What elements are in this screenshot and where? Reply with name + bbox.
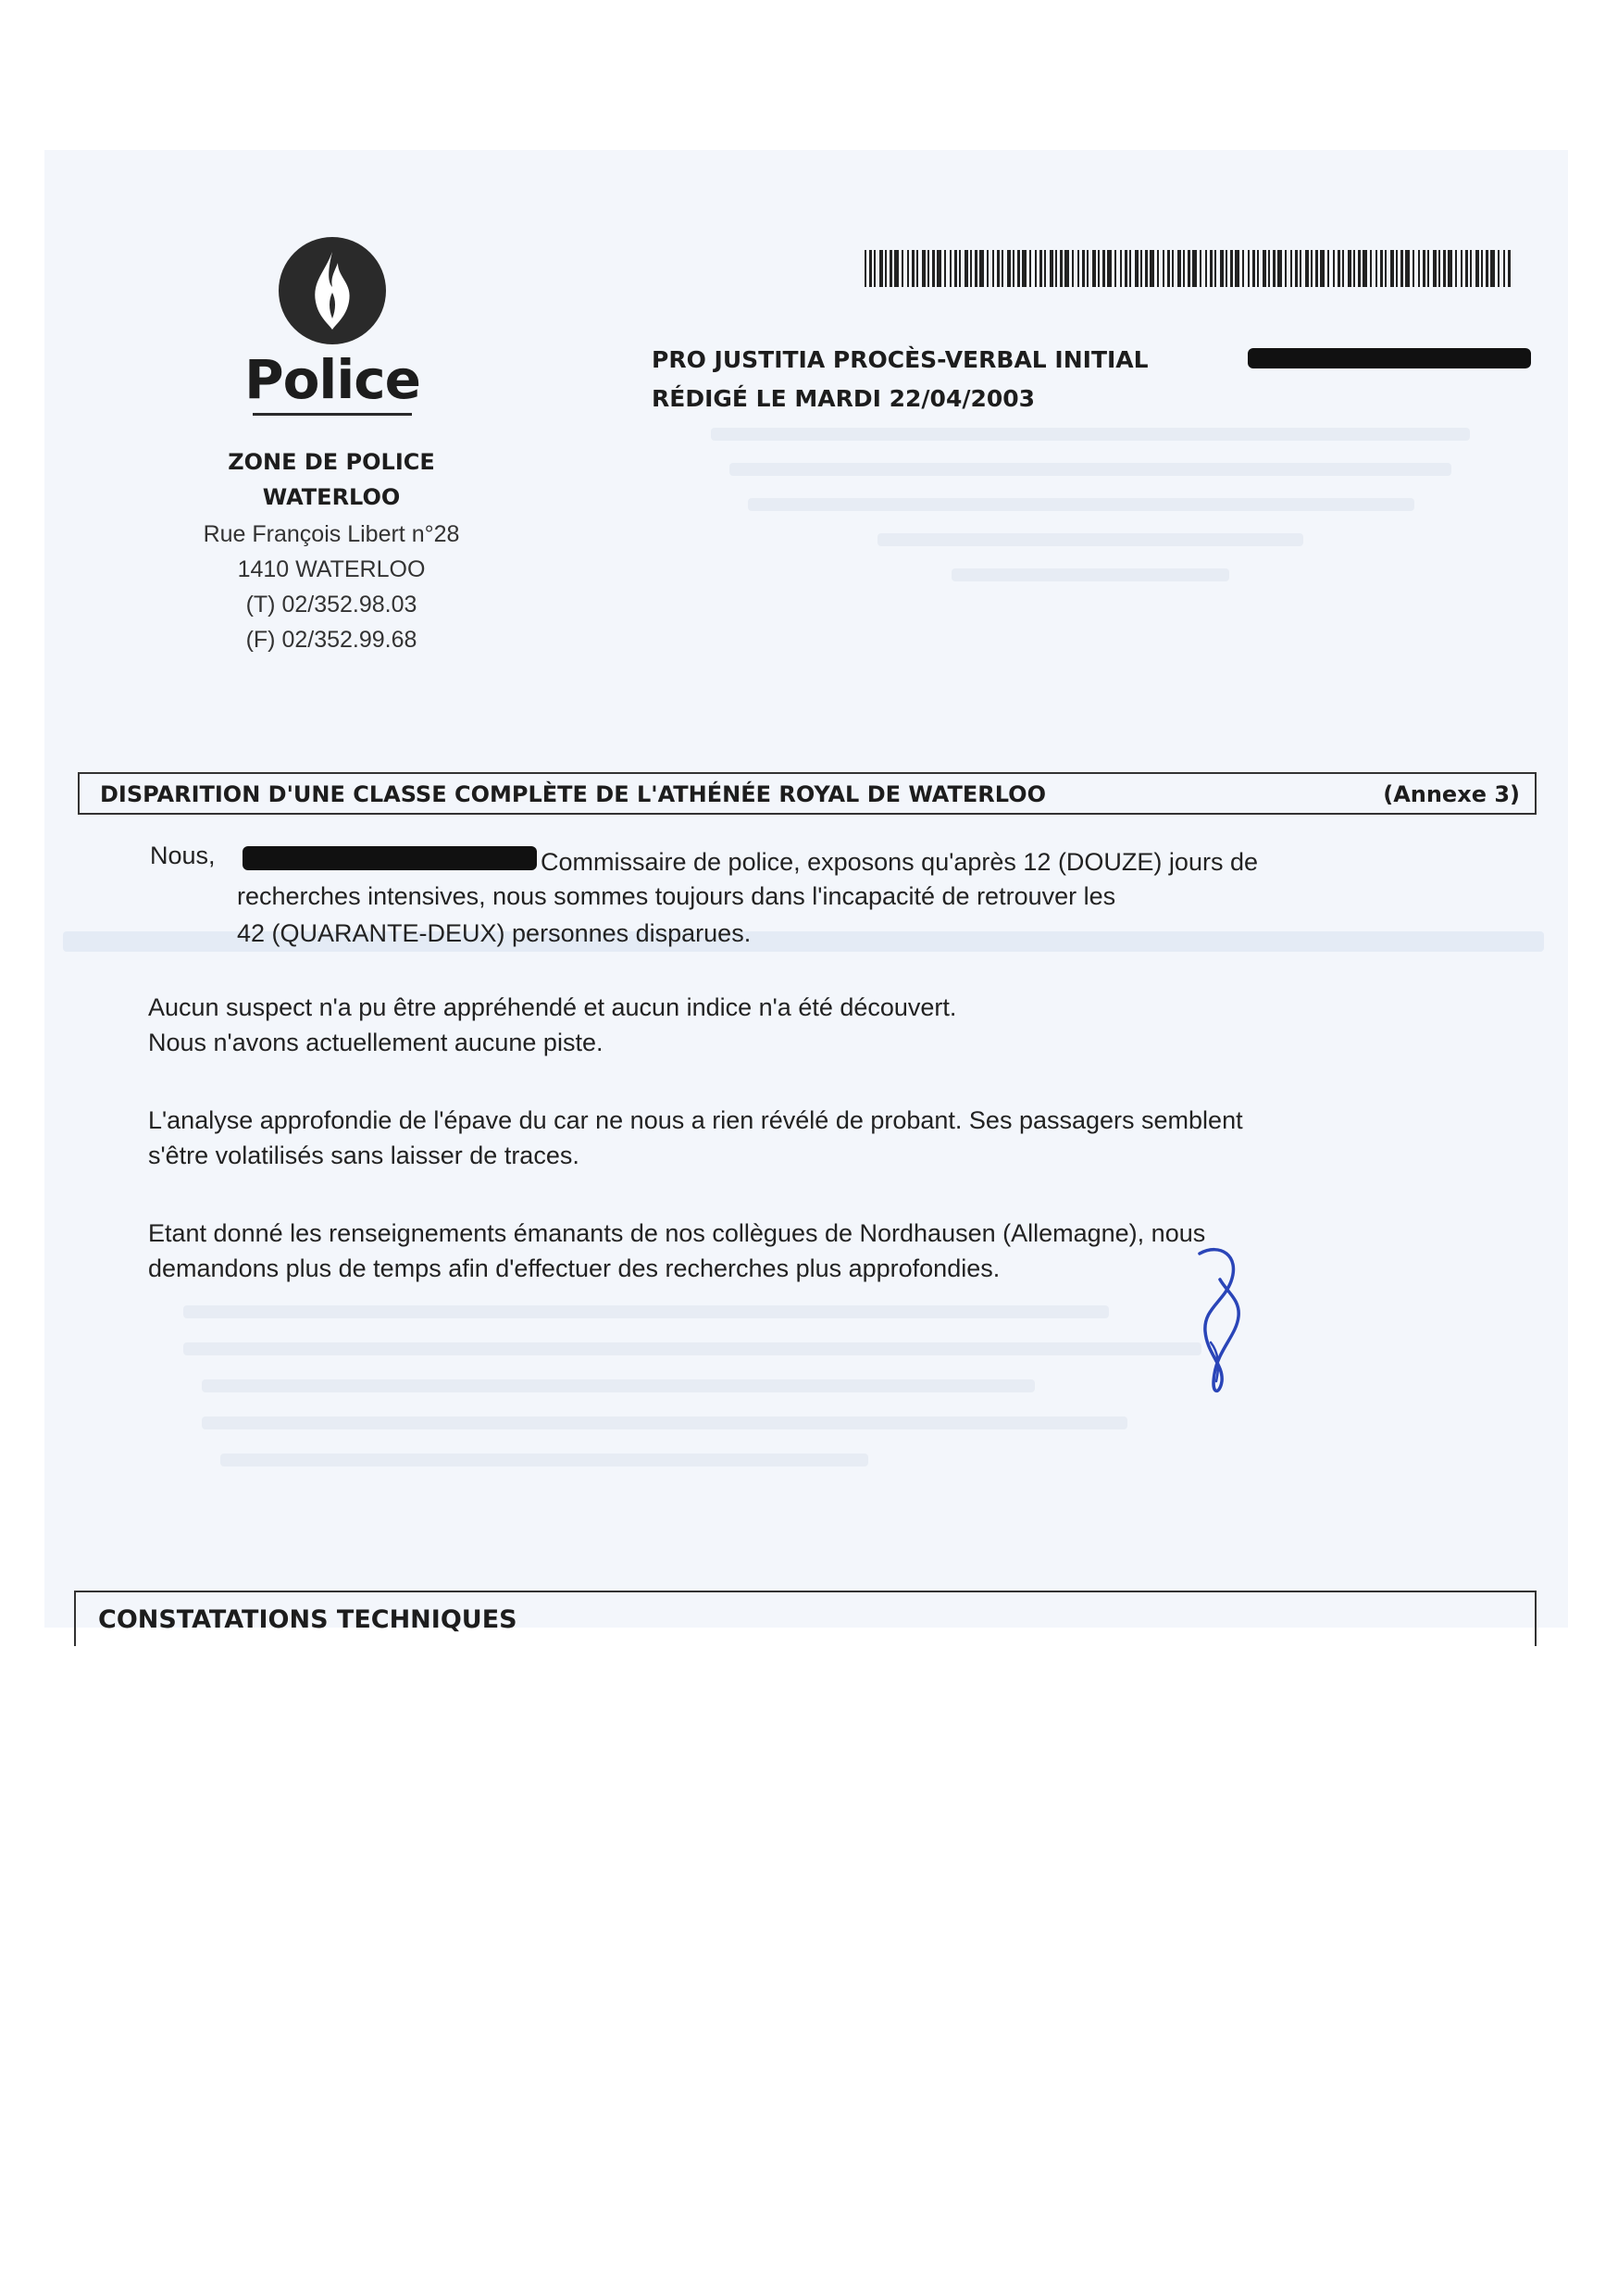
p1-line2: recherches intensives, nous sommes toujours dans l'incapacité de retrouver les [237, 882, 1116, 910]
barcode-bar [1390, 250, 1394, 287]
barcode-bar [975, 250, 977, 287]
barcode-bar [1157, 250, 1159, 287]
p1-line1: Commissaire de police, exposons qu'après 12 (DOUZE) jours de [541, 848, 1258, 876]
barcode-bar [932, 250, 935, 287]
barcode-bar [1192, 250, 1197, 287]
section-box-technical [74, 1591, 1537, 1646]
barcode-bar [1311, 250, 1313, 287]
barcode-bar [912, 250, 915, 287]
barcode-bar [992, 250, 994, 287]
barcode-bar [1200, 250, 1201, 287]
barcode-bar [1092, 250, 1096, 287]
barcode-bar [1102, 250, 1105, 287]
barcode-bar [1486, 250, 1488, 287]
barcode-bar [1268, 250, 1270, 287]
barcode-bar [916, 250, 918, 287]
proces-verbal-heading [652, 341, 1149, 418]
barcode-bar [937, 250, 941, 287]
barcode-bar [1252, 250, 1255, 287]
barcode-bar [1465, 250, 1468, 287]
signature [1183, 1242, 1257, 1400]
barcode-bar [1135, 250, 1139, 287]
barcode-bar [1455, 250, 1457, 287]
barcode-bar [1320, 250, 1325, 287]
barcode-bar [970, 250, 972, 287]
barcode-bar [1263, 250, 1266, 287]
barcode-bar [1285, 250, 1287, 287]
p4-line2: demandons plus de temps afin d'effectuer des recherches plus approfondies. [148, 1254, 1001, 1282]
address-city: 1410 WATERLOO [237, 556, 426, 582]
barcode-bar [1050, 250, 1053, 287]
barcode-bar [1438, 250, 1440, 287]
barcode-bar [1226, 250, 1227, 287]
barcode-bar [1413, 250, 1414, 287]
barcode-bar [1125, 250, 1127, 287]
barcode-bar [1129, 250, 1131, 287]
barcode-bar [979, 250, 984, 287]
zone-name [156, 444, 507, 515]
barcode [865, 250, 1516, 287]
fax-number: (F) 02/352.99.68 [245, 627, 417, 653]
barcode-bar [1470, 250, 1472, 287]
p2-line2: Nous n'avons actuellement aucune piste. [148, 1029, 604, 1056]
barcode-bar [1375, 250, 1377, 287]
barcode-bar [1177, 250, 1181, 287]
barcode-bar [1248, 250, 1250, 287]
barcode-bar [1443, 250, 1446, 287]
barcode-bar [1370, 250, 1372, 287]
pv-date: RÉDIGÉ LE MARDI 22/04/2003 [652, 385, 1036, 412]
barcode-bar [902, 250, 903, 287]
barcode-bar [1242, 250, 1244, 287]
barcode-bar [1145, 250, 1148, 287]
barcode-bar [1150, 250, 1154, 287]
p2-line1: Aucun suspect n'a pu être appréhendé et aucun indice n'a été découvert. [148, 993, 957, 1021]
barcode-bar [1400, 250, 1403, 287]
p3-line1: L'analyse approfondie de l'épave du car ne nous a rien révélé de probant. Ses passagers semblent [148, 1106, 1243, 1134]
barcode-bar [1338, 250, 1340, 287]
logo-underline [253, 413, 412, 416]
barcode-bar [1098, 250, 1100, 287]
logo-wordmark: Police [244, 348, 420, 411]
p1-prefix: Nous, [150, 842, 216, 869]
p4-line1: Etant donné les renseignements émanants de nos collègues de Nordhausen (Allemagne), nous [148, 1219, 1206, 1247]
barcode-bar [1167, 250, 1170, 287]
barcode-bar [1358, 250, 1361, 287]
flame-icon [277, 235, 388, 346]
barcode-bar [907, 250, 909, 287]
title-box [78, 772, 1537, 815]
barcode-bar [1433, 250, 1437, 287]
barcode-bar [1007, 250, 1011, 287]
barcode-bar [885, 250, 887, 287]
barcode-bar [1188, 250, 1190, 287]
barcode-bar [869, 250, 872, 287]
address-block [156, 517, 507, 657]
section-title-technical: CONSTATATIONS TECHNIQUES [98, 1605, 517, 1634]
barcode-bar [1380, 250, 1383, 287]
barcode-bar [890, 250, 892, 287]
barcode-bar [1290, 250, 1292, 287]
pv-title: PRO JUSTITIA PROCÈS-VERBAL INITIAL [652, 346, 1149, 373]
barcode-bar [1363, 250, 1367, 287]
barcode-bar [1448, 250, 1452, 287]
barcode-bar [1423, 250, 1425, 287]
barcode-bar [1114, 250, 1116, 287]
barcode-bar [1295, 250, 1298, 287]
phone-number: (T) 02/352.98.03 [245, 592, 417, 618]
police-logo [226, 235, 439, 416]
barcode-bar [1077, 250, 1079, 287]
barcode-bar [927, 250, 929, 287]
redacted-name [243, 846, 537, 870]
p3-line2: s'être volatilisés sans laisser de traces. [148, 1142, 579, 1169]
barcode-bar [1461, 250, 1462, 287]
barcode-bar [950, 250, 952, 287]
zone-line1: ZONE DE POLICE [228, 449, 435, 475]
barcode-bar [1277, 250, 1282, 287]
barcode-bar [1235, 250, 1239, 287]
barcode-bar [1490, 250, 1495, 287]
barcode-bar [1017, 250, 1020, 287]
barcode-bar [1405, 250, 1410, 287]
barcode-bar [1396, 250, 1398, 287]
barcode-bar [1385, 250, 1387, 287]
barcode-bar [1205, 250, 1207, 287]
barcode-bar [1300, 250, 1301, 287]
case-title: DISPARITION D'UNE CLASSE COMPLÈTE DE L'ATHÉNÉE ROYAL DE WATERLOO [100, 781, 1046, 807]
barcode-bar [1498, 250, 1500, 287]
barcode-bar [1315, 250, 1318, 287]
barcode-bar [1427, 250, 1429, 287]
p1-line3: 42 (QUARANTE-DEUX) personnes disparues. [237, 919, 752, 947]
barcode-bar [1210, 250, 1213, 287]
redacted-reference [1248, 348, 1531, 368]
barcode-bar [959, 250, 961, 287]
barcode-bar [1353, 250, 1355, 287]
barcode-bar [1503, 250, 1505, 287]
barcode-bar [1055, 250, 1057, 287]
barcode-bar [965, 250, 968, 287]
barcode-bar [1481, 250, 1483, 287]
barcode-bar [987, 250, 989, 287]
barcode-bar [1140, 250, 1142, 287]
barcode-bar [1120, 250, 1122, 287]
barcode-bar [1022, 250, 1027, 287]
barcode-bar [1220, 250, 1224, 287]
barcode-bar [1273, 250, 1276, 287]
barcode-bar [1064, 250, 1069, 287]
barcode-bar [1039, 250, 1042, 287]
barcode-bar [1082, 250, 1085, 287]
barcode-bar [1183, 250, 1185, 287]
barcode-bar [1257, 250, 1259, 287]
barcode-bar [1029, 250, 1031, 287]
barcode-bar [922, 250, 926, 287]
barcode-bar [1072, 250, 1074, 287]
barcode-bar [894, 250, 899, 287]
barcode-bar [1418, 250, 1420, 287]
barcode-bar [874, 250, 876, 287]
barcode-bar [1333, 250, 1335, 287]
barcode-bar [1163, 250, 1164, 287]
barcode-bar [1060, 250, 1063, 287]
barcode-bar [1107, 250, 1112, 287]
barcode-bar [879, 250, 883, 287]
barcode-bar [1087, 250, 1089, 287]
barcode-bar [1327, 250, 1329, 287]
barcode-bar [1508, 250, 1511, 287]
barcode-bar [1348, 250, 1351, 287]
annex-label: (Annexe 3) [1383, 781, 1520, 807]
barcode-bar [1044, 250, 1046, 287]
barcode-bar [1002, 250, 1003, 287]
barcode-bar [997, 250, 1000, 287]
barcode-bar [1013, 250, 1014, 287]
zone-line2: WATERLOO [262, 484, 401, 510]
barcode-bar [1305, 250, 1309, 287]
barcode-bar [865, 250, 866, 287]
barcode-bar [1035, 250, 1037, 287]
address-street: Rue François Libert n°28 [203, 521, 460, 547]
barcode-bar [1214, 250, 1216, 287]
barcode-bar [1475, 250, 1479, 287]
barcode-bar [944, 250, 946, 287]
barcode-bar [1230, 250, 1233, 287]
barcode-bar [1342, 250, 1344, 287]
barcode-bar [954, 250, 957, 287]
barcode-bar [1172, 250, 1174, 287]
